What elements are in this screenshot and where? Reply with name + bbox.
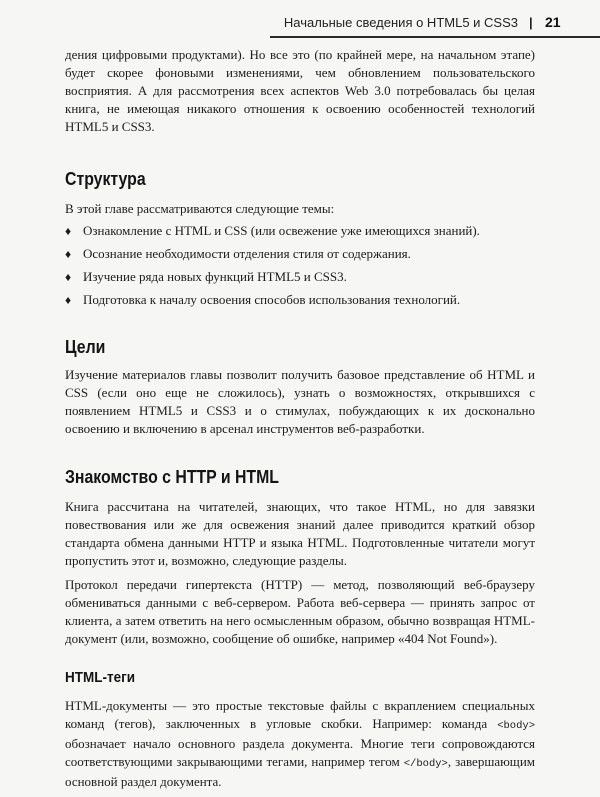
bullet-diamond-icon: ♦	[65, 224, 72, 238]
page-number: 21	[545, 14, 561, 30]
running-title: Начальные сведения о HTML5 и CSS3	[283, 15, 518, 30]
list-item: ♦ Подготовка к началу освоения способов использования технологий.	[65, 292, 461, 307]
structure-lead: В этой главе рассматриваются следующие темы:	[65, 201, 335, 216]
bullet-diamond-icon: ♦	[65, 270, 72, 284]
bullet-diamond-icon: ♦	[65, 293, 72, 307]
header-rule	[270, 36, 600, 38]
goals-heading: Цели	[65, 337, 106, 357]
http-html-heading: Знакомство с HTTP и HTML	[65, 467, 279, 487]
code-body-open: <body>	[497, 720, 535, 732]
page-header	[0, 0, 600, 40]
http-html-paragraph-1: Книга рассчитана на читателей, знающих, что такое HTML, но для завязки повествования или же для освежения знаний далее приводится краткий обзор стандарта обмена данными HTTP и языка HTML. Подготовленные читатели могут пропустить этот и, возможно, следующие разделы.	[65, 499, 535, 568]
html-tags-heading: HTML-теги	[65, 669, 136, 686]
list-item: ♦ Осознание необходимости отделения стиля от содержания.	[65, 246, 411, 261]
header-separator: |	[529, 15, 533, 30]
page-content	[65, 46, 535, 797]
list-item: ♦ Изучение ряда новых функций HTML5 и CSS3.	[65, 269, 347, 284]
bullet-diamond-icon: ♦	[65, 247, 72, 261]
structure-list	[65, 222, 535, 309]
list-item: ♦ Ознакомление с HTML и CSS (или освежение уже имеющихся знаний).	[65, 223, 480, 238]
intro-paragraph: дения цифровыми продуктами). Но все это (по крайней мере, на начальном этапе) будет скорее фоновыми изменениями, чем обновлением пользовательского восприятия. А для рассмотрения всех аспектов Web 3.0 потребовалась бы целая книга, не имеющая никакого отношения к освоению особенностей технологий HTML5 и CSS3.	[65, 47, 535, 134]
html-tags-paragraph: HTML-документы — это простые текстовые файлы с вкраплением специальных команд (тегов), заключенных в угловые скобки. Например: команда <body> обозначает начало основного раздела документа. Многие теги сопровождаются соответствующими закрывающими тегами, например тегом </body>, завершающим основной раздел документа.	[65, 698, 535, 789]
http-html-paragraph-2: Протокол передачи гипертекста (HTTP) — метод, позволяющий веб-браузеру обмениваться данными с веб-сервером. Работа веб-сервера — принять запрос от клиента, а затем ответить на него осмысленным образом, обычно возвращая HTML-документ (или, возможно, сообщение об ошибке, например «404 Not Found»).	[65, 577, 535, 646]
code-body-close: </body>	[403, 758, 448, 770]
structure-heading: Структура	[65, 169, 146, 189]
goals-paragraph: Изучение материалов главы позволит получить базовое представление об HTML и CSS (если оно еще не сложилось), узнать о возможностях, открывшихся с появлением HTML5 и CSS3 и о стимулах, побуждающих к их досконально освоению и включению в арсенал инструментов веб-разработки.	[65, 367, 535, 436]
